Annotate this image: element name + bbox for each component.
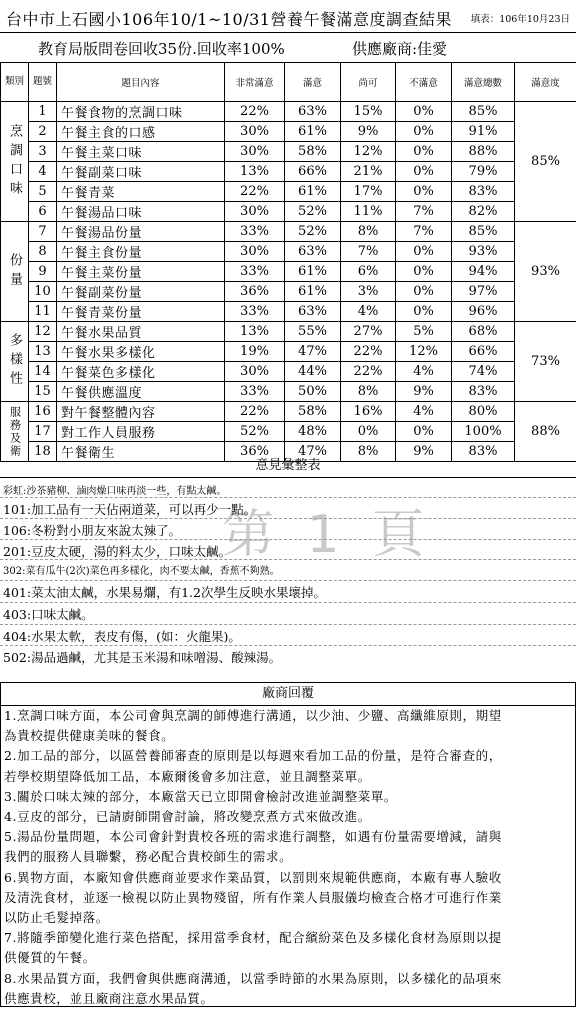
table-row — [1, 382, 576, 402]
table-row — [1, 242, 576, 262]
satisfied-cell: 48% — [285, 422, 341, 442]
response-line: 供優質的午餐。 — [4, 950, 96, 966]
table-header — [1, 63, 576, 102]
very-satisfied-cell: 52% — [225, 422, 285, 442]
item-cell: 午餐主食份量 — [57, 242, 225, 262]
header-item: 題目內容 — [57, 63, 225, 102]
very-satisfied-cell: 33% — [225, 222, 285, 242]
very-satisfied-cell: 30% — [225, 362, 285, 382]
supplier-info: 供應廠商:佳愛 — [352, 40, 448, 58]
response-box — [0, 682, 576, 1007]
total-cell: 91% — [452, 122, 515, 142]
unsatisfied-cell: 0% — [396, 262, 452, 282]
response-line: 供應貴校，並且廠商注意水果品質。 — [4, 990, 214, 1006]
ok-cell: 17% — [341, 182, 396, 202]
response-line: 1.烹調口味方面，本公司會與烹調的師傅進行溝通，以少油、少鹽、高纖維原則，期望 — [4, 708, 502, 723]
total-cell: 82% — [452, 202, 515, 222]
table-body — [1, 102, 576, 462]
unsatisfied-cell: 9% — [396, 382, 452, 402]
item-cell: 午餐副菜口味 — [57, 162, 225, 182]
opinion-item: 302:菜有瓜牛(2次)菜色再多樣化，肉不要太鹹，香蕉不夠熟。 — [3, 566, 280, 577]
response-line: 3.關於口味太辣的部分，本廠當天已立即開會檢討改進並調整菜單。 — [4, 788, 398, 804]
total-cell: 83% — [452, 182, 515, 202]
response-line: 5.湯品份量問題，本公司會針對貴校各班的需求進行調整，如遇有份量需要增減，請與 — [4, 829, 502, 845]
item-cell: 午餐衛生 — [57, 442, 225, 462]
response-line: 7.將隨季節變化進行菜色搭配，採用當季食材，配合繽紛菜色及多樣化食材為原則以提 — [4, 930, 502, 946]
opinion-section — [0, 455, 576, 478]
table-row — [1, 222, 576, 242]
satisfied-cell: 63% — [285, 242, 341, 262]
item-cell: 午餐青菜 — [57, 182, 225, 202]
opinion-divider — [0, 602, 576, 603]
ok-cell: 0% — [341, 422, 396, 442]
unsatisfied-cell: 0% — [396, 282, 452, 302]
satisfied-cell: 61% — [285, 182, 341, 202]
very-satisfied-cell: 30% — [225, 142, 285, 162]
ok-cell: 7% — [341, 242, 396, 262]
response-line: 及清洗食材，並逐一檢視以防止異物殘留，所有作業人員服儀均檢查合格才可進行作業 — [4, 889, 502, 905]
satisfied-cell: 47% — [285, 442, 341, 462]
unsatisfied-cell: 4% — [396, 402, 452, 422]
very-satisfied-cell: 19% — [225, 342, 285, 362]
category-cell: 服務及衛 — [1, 402, 29, 462]
opinion-divider — [0, 645, 576, 646]
response-line: 2.加工品的部分，以區營養師審查的原則是以每週來看加工品的份量，是符合審查的， — [4, 748, 502, 764]
number-cell: 8 — [29, 242, 57, 262]
unsatisfied-cell: 0% — [396, 142, 452, 162]
table-row — [1, 302, 576, 322]
number-cell: 10 — [29, 282, 57, 302]
satisfied-cell: 52% — [285, 202, 341, 222]
opinion-divider — [0, 497, 576, 498]
category-cell: 份量 — [1, 222, 29, 322]
total-cell: 83% — [452, 382, 515, 402]
table-row — [1, 142, 576, 162]
satisfaction-cell: 93% — [515, 222, 576, 322]
ok-cell: 8% — [341, 222, 396, 242]
item-cell: 午餐副菜份量 — [57, 282, 225, 302]
unsatisfied-cell: 7% — [396, 222, 452, 242]
very-satisfied-cell: 22% — [225, 402, 285, 422]
number-cell: 16 — [29, 402, 57, 422]
opinion-item: 201:豆皮太硬，湯的料太少，口味太鹹。 — [3, 544, 232, 559]
item-cell: 午餐菜色多樣化 — [57, 362, 225, 382]
unsatisfied-cell: 9% — [396, 442, 452, 462]
number-cell: 15 — [29, 382, 57, 402]
table-row — [1, 162, 576, 182]
satisfied-cell: 63% — [285, 102, 341, 122]
table-row — [1, 122, 576, 142]
satisfied-cell: 61% — [285, 122, 341, 142]
very-satisfied-cell: 13% — [225, 162, 285, 182]
response-line: 6.異物方面，本廠知會供應商並要求作業品質，以罰則來規範供應商，本廠有專人驗收 — [4, 869, 502, 885]
number-cell: 11 — [29, 302, 57, 322]
unsatisfied-cell: 7% — [396, 202, 452, 222]
survey-table — [0, 62, 576, 462]
response-line: 4.豆皮的部分，已請廚師開會討論，將改變烹煮方式來做改進。 — [4, 809, 371, 825]
category-cell: 烹調口味 — [1, 102, 29, 222]
table-row — [1, 362, 576, 382]
number-cell: 2 — [29, 122, 57, 142]
page-title: 台中市上石國小106年10/1~10/31營養午餐滿意度調查結果 — [6, 10, 452, 29]
response-line: 若學校期望降低加工品，本廠爾後會多加注意，並且調整菜單。 — [4, 768, 371, 784]
total-cell: 68% — [452, 322, 515, 342]
response-text — [4, 706, 570, 1009]
item-cell: 午餐主食的口感 — [57, 122, 225, 142]
satisfied-cell: 61% — [285, 262, 341, 282]
table-row — [1, 262, 576, 282]
ok-cell: 8% — [341, 442, 396, 462]
satisfied-cell: 55% — [285, 322, 341, 342]
total-cell: 96% — [452, 302, 515, 322]
very-satisfied-cell: 30% — [225, 242, 285, 262]
opinion-item: 彩虹:沙茶豬柳、滷肉燥口味再淡一些，有點太鹹。 — [3, 486, 227, 497]
number-cell: 3 — [29, 142, 57, 162]
number-cell: 7 — [29, 222, 57, 242]
number-cell: 4 — [29, 162, 57, 182]
table-row — [1, 202, 576, 222]
ok-cell: 22% — [341, 342, 396, 362]
ok-cell: 8% — [341, 382, 396, 402]
ok-cell: 11% — [341, 202, 396, 222]
unsatisfied-cell: 0% — [396, 122, 452, 142]
number-cell: 5 — [29, 182, 57, 202]
very-satisfied-cell: 22% — [225, 182, 285, 202]
total-cell: 66% — [452, 342, 515, 362]
total-cell: 97% — [452, 282, 515, 302]
item-cell: 午餐青菜份量 — [57, 302, 225, 322]
header-number: 題號 — [29, 63, 57, 102]
item-cell: 對午餐整體內容 — [57, 402, 225, 422]
ok-cell: 27% — [341, 322, 396, 342]
header-satisfied: 滿意 — [285, 63, 341, 102]
header-satisfaction: 滿意度 — [515, 63, 576, 102]
ok-cell: 4% — [341, 302, 396, 322]
item-cell: 對工作人員服務 — [57, 422, 225, 442]
opinion-item: 403:口味太鹹。 — [3, 607, 94, 622]
unsatisfied-cell: 0% — [396, 182, 452, 202]
unsatisfied-cell: 4% — [396, 362, 452, 382]
ok-cell: 6% — [341, 262, 396, 282]
satisfied-cell: 63% — [285, 302, 341, 322]
table-row — [1, 402, 576, 422]
opinion-divider — [0, 518, 576, 519]
ok-cell: 22% — [341, 362, 396, 382]
satisfied-cell: 52% — [285, 222, 341, 242]
satisfied-cell: 58% — [285, 142, 341, 162]
total-cell: 74% — [452, 362, 515, 382]
very-satisfied-cell: 30% — [225, 202, 285, 222]
opinion-item: 101:加工品有一天佔兩道菜，可以再少一點。 — [3, 502, 257, 517]
response-line: 以防止毛髮掉落。 — [4, 910, 109, 926]
very-satisfied-cell: 22% — [225, 102, 285, 122]
opinion-heading: 意見彙整表 — [0, 455, 576, 478]
opinion-item: 502:湯品過鹹，尤其是玉米湯和味噌湯、酸辣湯。 — [3, 650, 282, 665]
satisfied-cell: 58% — [285, 402, 341, 422]
fill-date: 填表：106年10月23日 — [470, 14, 570, 25]
satisfied-cell: 47% — [285, 342, 341, 362]
header-very-satisfied: 非常滿意 — [225, 63, 285, 102]
item-cell: 午餐供應溫度 — [57, 382, 225, 402]
header-ok: 尚可 — [341, 63, 396, 102]
total-cell: 85% — [452, 222, 515, 242]
total-cell: 83% — [452, 442, 515, 462]
number-cell: 9 — [29, 262, 57, 282]
ok-cell: 9% — [341, 122, 396, 142]
number-cell: 17 — [29, 422, 57, 442]
number-cell: 13 — [29, 342, 57, 362]
questionnaire-info: 教育局版問卷回收35份.回收率100% — [38, 40, 285, 58]
opinion-divider — [0, 580, 576, 581]
response-line: 8.水果品質方面，我們會與供應商溝通，以當季時節的水果為原則，以多樣化的品項來 — [4, 970, 502, 986]
number-cell: 14 — [29, 362, 57, 382]
opinion-divider — [0, 539, 576, 540]
opinion-divider — [0, 624, 576, 625]
title-row — [0, 0, 576, 33]
very-satisfied-cell: 30% — [225, 122, 285, 142]
page-watermark: 第 1 頁 — [222, 505, 433, 565]
unsatisfied-cell: 12% — [396, 342, 452, 362]
ok-cell: 15% — [341, 102, 396, 122]
ok-cell: 12% — [341, 142, 396, 162]
response-line: 我們的服務人員聯繫，務必配合貴校師生的需求。 — [4, 849, 293, 865]
satisfaction-cell: 88% — [515, 402, 576, 462]
table-row — [1, 182, 576, 202]
table-row — [1, 422, 576, 442]
header-total: 滿意總數 — [452, 63, 515, 102]
item-cell: 午餐主菜口味 — [57, 142, 225, 162]
total-cell: 93% — [452, 242, 515, 262]
satisfied-cell: 61% — [285, 282, 341, 302]
header-category: 類別 — [1, 63, 29, 102]
satisfied-cell: 44% — [285, 362, 341, 382]
very-satisfied-cell: 36% — [225, 442, 285, 462]
opinion-divider — [0, 559, 576, 560]
satisfied-cell: 66% — [285, 162, 341, 182]
number-cell: 1 — [29, 102, 57, 122]
item-cell: 午餐食物的烹調口味 — [57, 102, 225, 122]
total-cell: 79% — [452, 162, 515, 182]
total-cell: 85% — [452, 102, 515, 122]
unsatisfied-cell: 0% — [396, 242, 452, 262]
very-satisfied-cell: 36% — [225, 282, 285, 302]
item-cell: 午餐主菜份量 — [57, 262, 225, 282]
number-cell: 12 — [29, 322, 57, 342]
unsatisfied-cell: 0% — [396, 162, 452, 182]
satisfaction-cell: 73% — [515, 322, 576, 402]
ok-cell: 3% — [341, 282, 396, 302]
total-cell: 80% — [452, 402, 515, 422]
total-cell: 94% — [452, 262, 515, 282]
response-line: 為貴校提供健康美味的餐食。 — [4, 728, 175, 744]
table-row — [1, 342, 576, 362]
total-cell: 88% — [452, 142, 515, 162]
opinion-item: 401:菜太油太鹹，水果易爛，有1.2次學生反映水果壞掉。 — [3, 585, 326, 600]
item-cell: 午餐水果品質 — [57, 322, 225, 342]
header-unsatisfied: 不滿意 — [396, 63, 452, 102]
response-heading: 廠商回覆 — [1, 683, 575, 706]
table-row — [1, 102, 576, 122]
very-satisfied-cell: 33% — [225, 382, 285, 402]
table-row — [1, 322, 576, 342]
very-satisfied-cell: 33% — [225, 262, 285, 282]
category-cell: 多樣性 — [1, 322, 29, 402]
satisfaction-cell: 85% — [515, 102, 576, 222]
subtitle-row — [0, 32, 576, 63]
item-cell: 午餐湯品口味 — [57, 202, 225, 222]
unsatisfied-cell: 0% — [396, 102, 452, 122]
unsatisfied-cell: 5% — [396, 322, 452, 342]
very-satisfied-cell: 33% — [225, 302, 285, 322]
item-cell: 午餐水果多樣化 — [57, 342, 225, 362]
number-cell: 18 — [29, 442, 57, 462]
total-cell: 100% — [452, 422, 515, 442]
opinion-item: 404:水果太軟，表皮有傷，(如：火龍果)。 — [3, 629, 241, 644]
table-row — [1, 282, 576, 302]
unsatisfied-cell: 0% — [396, 302, 452, 322]
unsatisfied-cell: 0% — [396, 422, 452, 442]
satisfied-cell: 50% — [285, 382, 341, 402]
number-cell: 6 — [29, 202, 57, 222]
item-cell: 午餐湯品份量 — [57, 222, 225, 242]
very-satisfied-cell: 13% — [225, 322, 285, 342]
ok-cell: 16% — [341, 402, 396, 422]
opinion-item: 106:冬粉對小朋友來說太辣了。 — [3, 523, 182, 538]
ok-cell: 21% — [341, 162, 396, 182]
